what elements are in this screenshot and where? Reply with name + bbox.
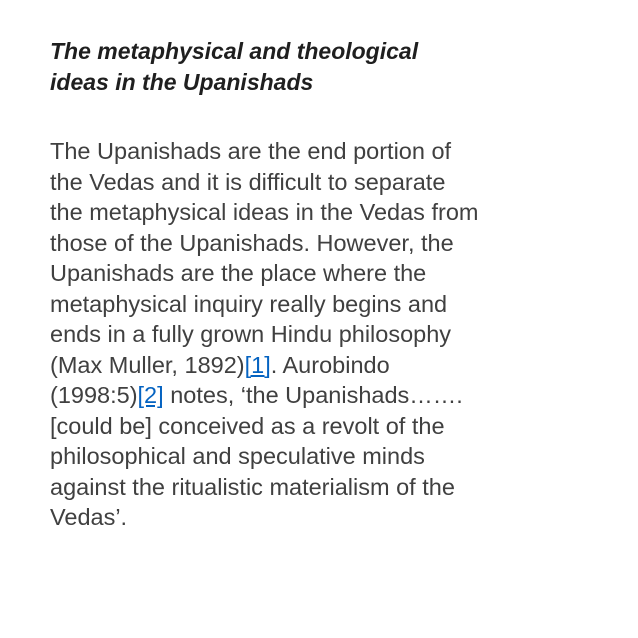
body-line-with-ref	[50, 380, 610, 411]
body-line: Upanishads are the place where the	[50, 260, 427, 286]
body-line: those of the Upanishads. However, the	[50, 229, 454, 256]
body-text-segment: notes, ‘the Upanishads…….	[163, 382, 463, 408]
body-line: philosophical and speculative minds	[50, 443, 425, 469]
title-line-1: The metaphysical and theological	[50, 38, 419, 64]
footnote-link-2[interactable]: [2]	[137, 382, 164, 408]
body-line: against the ritualistic materialism of the	[50, 473, 455, 500]
body-paragraph	[50, 136, 610, 533]
footnote-link-1[interactable]: [1]	[244, 351, 271, 378]
title-line-2: ideas in the Upanishads	[50, 69, 314, 95]
body-line: Vedas’.	[50, 504, 128, 530]
slide-title	[50, 36, 610, 98]
body-line: The Upanishads are the end portion of	[50, 138, 452, 164]
citation-text: (Max Muller, 1892)	[50, 351, 245, 378]
body-line: the Vedas and it is difficult to separate	[50, 168, 446, 195]
citation-text: (1998:5)	[50, 382, 138, 408]
body-line: ends in a fully grown Hindu philosophy	[50, 321, 452, 347]
body-line: metaphysical inquiry really begins and	[50, 290, 448, 317]
body-text-segment: . Aurobindo	[270, 351, 390, 378]
body-line-with-ref	[50, 350, 610, 381]
body-line: [could be] conceived as a revolt of the	[50, 412, 445, 439]
body-line: the metaphysical ideas in the Vedas from	[50, 199, 479, 225]
